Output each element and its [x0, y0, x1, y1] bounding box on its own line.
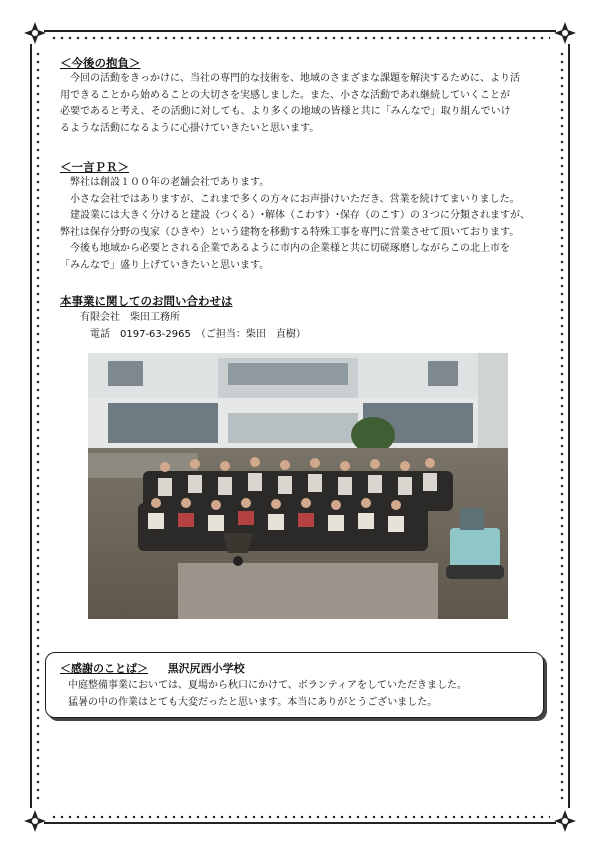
group-photo [88, 353, 508, 619]
thanks-title [60, 660, 245, 676]
border-bottom [44, 822, 556, 824]
thanks-line: 中庭整備事業においては、夏場から秋口にかけて、ボランティアをしていただきました。 [68, 680, 467, 691]
border-top [44, 30, 556, 32]
border-left [30, 44, 32, 808]
paragraph-line: 弊社は創設１００年の老舗会社であります。 [70, 177, 270, 188]
corner-ornament-icon [22, 20, 48, 46]
border-dots-bottom [50, 815, 550, 819]
section-heading: 本事業に関してのお問い合わせは [60, 294, 233, 308]
border-dots-top [50, 36, 550, 40]
company-name: 有限会社 柴田工務所 [80, 312, 180, 323]
section-contact [60, 293, 542, 343]
paragraph-line: 「みんなで」盛り上げていきたいと思います。 [60, 259, 270, 271]
border-right [568, 44, 570, 808]
paragraph-line: 弊社は保存分野の曳家（ひきや）という建物を移動する特殊工事を専門に営業させて頂いております。 [60, 226, 520, 238]
thanks-body [68, 677, 467, 711]
border-dots-left [36, 50, 40, 802]
section-heading: ＜一言ＰＲ＞ [60, 160, 129, 174]
paragraph-line: 今後も地域から必要とされる企業であるように市内の企業様と共に切磋琢磨しながらこの北上市を [70, 243, 510, 255]
thanks-line: 猛暑の中の作業はとても大変だったと思います。本当にありがとうございました。 [68, 697, 438, 708]
contact-phone: 電話 0197-63-2965 （ご担当：柴田 直樹） [90, 329, 306, 340]
corner-ornament-icon [552, 20, 578, 46]
paragraph-line: 必要であると考え、その活動に対しても、より多くの地域の皆様と共に「みんなで」取り組んでいけ [60, 106, 511, 118]
section-pr [60, 159, 542, 275]
paragraph-line: 小さな会社ではありますが、これまで多くの方々にお声掛けいただき、営業を続けてまいりました。 [70, 193, 520, 205]
paragraph-line: るような活動になるように心掛けていきたいと思います。 [60, 122, 320, 134]
paragraph-line: 用できることから始めることの大切さを実感しました。また、小さな活動であれ継続していくことが [60, 89, 510, 101]
thanks-box [45, 652, 544, 718]
thanks-heading: ＜感謝のことば＞ [60, 662, 148, 675]
section-heading: ＜今後の抱負＞ [60, 56, 141, 70]
border-dots-right [560, 50, 564, 802]
paragraph-line: 今回の活動をきっかけに、当社の専門的な技術を、地域のさまざまな課題を解決するために、より活 [70, 73, 520, 84]
corner-ornament-icon [552, 808, 578, 834]
group-photo-image [88, 353, 508, 619]
section-future-aspirations [60, 55, 542, 137]
school-name: 黒沢尻西小学校 [167, 662, 245, 675]
corner-ornament-icon [22, 808, 48, 834]
paragraph-line: 建設業には大きく分けると建設（つくる）･解体（こわす）･保存（のこす）の３つに分類されますが、 [70, 210, 530, 222]
